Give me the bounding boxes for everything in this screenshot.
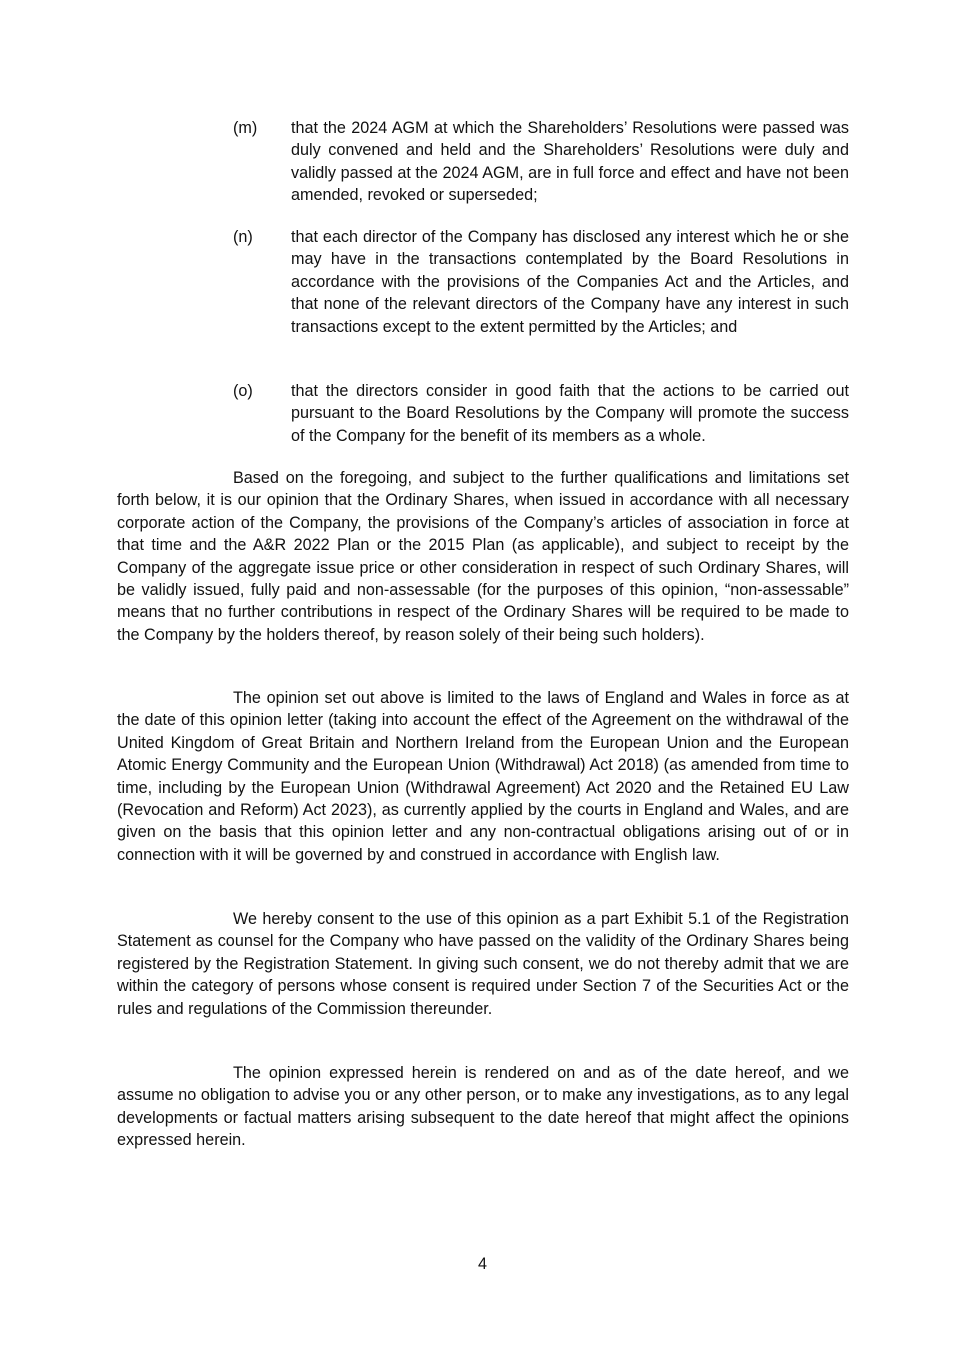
list-item-text: that each director of the Company has disclosed any interest which he or she may have in the transactions contemplated by the Board Resolutions in accordance with the provisions of the Companies Act and the Articles, and that none of the relevant directors of the Company have any interest in such transactions except to the extent permitted by the Articles; and — [291, 228, 849, 336]
page-number: 4 — [477, 1255, 487, 1273]
list-item-n — [233, 226, 849, 338]
list-item-o — [233, 380, 849, 447]
list-item-text: that the 2024 AGM at which the Shareholders’ Resolutions were passed was duly convened and held and the Shareholders’ Resolutions were duly and validly passed at the 2024 AGM, are in full force and effect and have not been amended, revoked or superseded; — [291, 119, 849, 205]
list-item-label: (o) — [233, 382, 253, 400]
list-item-m — [233, 117, 849, 207]
list-item-text: that the directors consider in good faith that the actions to be carried out pursuant to the Board Resolutions by the Company will promote the success of the Company for the benefit of its members as a whole. — [291, 382, 849, 445]
consent-paragraph: We hereby consent to the use of this opinion as a part Exhibit 5.1 of the Registration Statement as counsel for the Company who have passed on the validity of the Ordinary Shares being registered by the Registration Statement. In giving such consent, we do not thereby admit that we are within the category of persons whose consent is required under Section 7 of the Securities Act or the rules and regulations of the Commission thereunder. — [117, 910, 849, 1018]
list-item-label: (m) — [233, 119, 258, 137]
list-item-label: (n) — [233, 228, 253, 246]
opinion-paragraph: Based on the foregoing, and subject to the further qualifications and limitations set forth below, it is our opinion that the Ordinary Shares, when issued in accordance with all necessary corporate action of the Company, the provisions of the Company’s articles of association in force at that time and the A&R 2022 Plan or the 2015 Plan (as applicable), and subject to receipt by the Company of the aggregate issue price or other consideration in respect of such Ordinary Shares, will be validly issued, fully paid and non-assessable (for the purposes of this opinion, “non-assessable” means that no further contributions in respect of the Ordinary Shares will be required to be made to the Company by the holders thereof, by reason solely of their being such holders). — [117, 469, 849, 644]
date-paragraph: The opinion expressed herein is rendered on and as of the date hereof, and we assume no obligation to advise you or any other person, or to make any investigations, as to any legal developments or factual matters arising subsequent to the date hereof that might affect the opinions expressed herein. — [117, 1064, 849, 1150]
governing-law-paragraph: The opinion set out above is limited to the laws of England and Wales in force as at the date of this opinion letter (taking into account the effect of the Agreement on the withdrawal of the United Kingdom of Great Britain and Northern Ireland from the European Union and the European Atomic Energy Community and the European Union (Withdrawal) Act 2018) (as amended from time to time, including by the European Union (Withdrawal Agreement) Act 2020 and the Retained EU Law (Revocation and Reform) Act 2023), as currently applied by the courts in England and Wales, and are given on the basis that this opinion letter and any non-contractual obligations arising out of or in connection with it will be governed by and construed in accordance with English law. — [117, 689, 849, 864]
